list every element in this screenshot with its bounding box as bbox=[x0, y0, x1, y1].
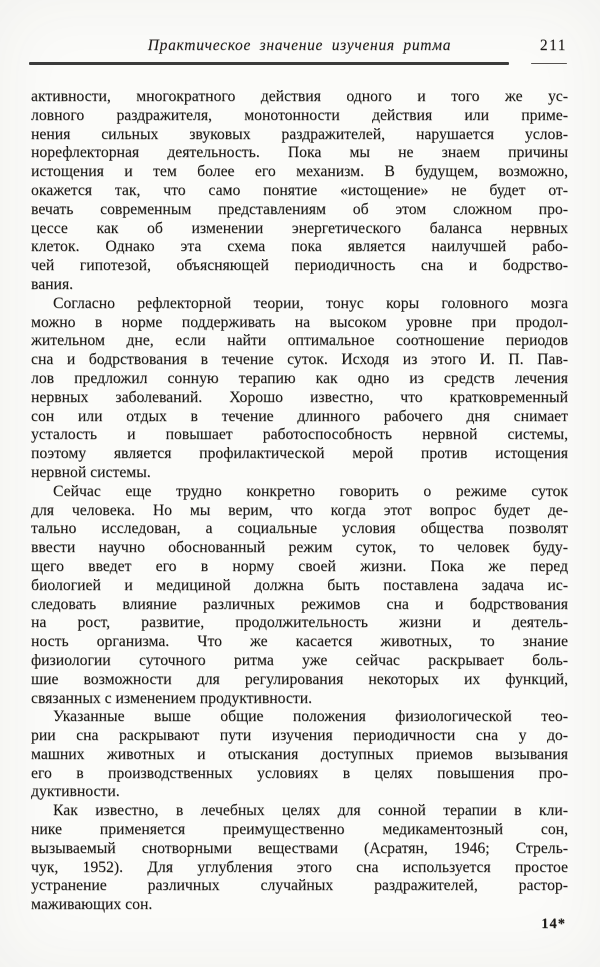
text-line: ловного раздражителя, монотонности действия или приме- bbox=[31, 106, 568, 124]
text-line: чей гипотезой, объясняющей периодичность сна и бодрство- bbox=[31, 257, 568, 275]
text-line: следовать влияние различных режимов сна и бодрствования bbox=[31, 595, 568, 613]
text-line: его в производственных условиях в целях повышения про- bbox=[31, 764, 568, 782]
text-line: Согласно рефлекторной теории, тонус коры головного мозга bbox=[53, 294, 568, 312]
text-line: на рост, развитие, продолжительность жизни и деятель- bbox=[31, 614, 568, 632]
text-line: усталость и повышает работоспособность нервной системы, bbox=[31, 426, 568, 444]
text-line: Сейчас еще трудно конкретно говорить о режиме суток bbox=[53, 482, 568, 500]
text-line: норефлекторная деятельность. Пока мы не знаем причины bbox=[31, 144, 568, 162]
running-title: Практическое значение изучения ритма bbox=[147, 37, 452, 54]
text-line: связанных с изменением продуктивности. bbox=[31, 689, 313, 707]
text-line: сон или отдых в течение длинного рабочего дня снимает bbox=[31, 407, 568, 425]
text-line: вечать современным представлениям об этом сложном про- bbox=[31, 200, 568, 218]
text-line: машних животных и отыскания доступных приемов вызывания bbox=[31, 745, 568, 763]
text-line: устранение различных случайных раздражителей, растор- bbox=[31, 877, 568, 895]
printers-signature: 14* bbox=[541, 916, 566, 933]
page-number: 211 bbox=[539, 37, 567, 54]
text-line: вания. bbox=[31, 275, 74, 293]
text-line: поэтому является профилактической мерой против истощения bbox=[31, 445, 568, 463]
text-line: шие возможности для регулирования некоторых их функций, bbox=[31, 670, 568, 688]
text-block bbox=[31, 0, 568, 933]
text-line: физиологии суточного ритма уже сейчас раскрывает боль- bbox=[31, 651, 568, 669]
text-line: активности, многократного действия одного и того же ус- bbox=[31, 88, 568, 105]
text-line: чук, 1952). Для углубления этого сна используется простое bbox=[31, 858, 568, 876]
page-header bbox=[31, 0, 568, 58]
text-line: нике применяется преимущественно медикаментозный сон, bbox=[31, 821, 568, 839]
header-rule-main bbox=[29, 62, 509, 65]
text-line: окажется так, что само понятие «истощение» не будет от- bbox=[31, 181, 568, 199]
page-number-rule bbox=[531, 63, 567, 65]
text-line: нервных заболеваний. Хорошо известно, что кратковременный bbox=[31, 388, 568, 406]
text-line: истощения и тем более его механизм. В будущем, возможно, bbox=[31, 163, 568, 181]
text-line: ввести научно обоснованный режим суток, то человек буду- bbox=[31, 539, 568, 557]
header-rule bbox=[31, 62, 568, 65]
text-line: ность организма. Что же касается животных, то знание bbox=[31, 633, 568, 651]
text-line: жительном дне, если найти оптимальное соотношение периодов bbox=[31, 332, 568, 350]
text-line: для человека. Но мы верим, что когда этот вопрос будет де- bbox=[31, 501, 568, 519]
text-line: можно в норме поддерживать на высоком уровне при продол- bbox=[31, 313, 568, 331]
text-line: Как известно, в лечебных целях для сонной терапии в кли- bbox=[53, 802, 568, 820]
text-line: сна и бодрствования в течение суток. Исходя из этого И. П. Пав- bbox=[31, 351, 568, 369]
text-line: тально исследован, а социальные условия общества позволят bbox=[31, 520, 568, 538]
text-line: щего введет его в норму своей жизни. Пока же перед bbox=[31, 557, 568, 575]
page-footer bbox=[31, 916, 568, 933]
text-line: маживающих сон. bbox=[31, 896, 153, 914]
text-line: вызываемый снотворными веществами (Асратян, 1946; Стрель- bbox=[31, 839, 568, 857]
text-line: цессе как об изменении энергетического баланса нервных bbox=[31, 219, 568, 237]
text-line: нения сильных звуковых раздражителей, нарушается услов- bbox=[31, 125, 568, 143]
text-line: рии сна раскрывают пути изучения периодичности сна у до- bbox=[31, 727, 568, 745]
text-line: Указанные выше общие положения физиологической тео- bbox=[53, 708, 568, 726]
text-line: лов предложил сонную терапию как одно из средств лечения bbox=[31, 369, 568, 387]
text-line: дуктивности. bbox=[31, 783, 120, 801]
text-line: биологией и медициной должна быть поставлена задача ис- bbox=[31, 576, 568, 594]
body-text bbox=[31, 88, 568, 915]
text-line: нервной системы. bbox=[31, 463, 151, 481]
text-line: клеток. Однако эта схема пока является наилучшей рабо- bbox=[31, 238, 568, 256]
